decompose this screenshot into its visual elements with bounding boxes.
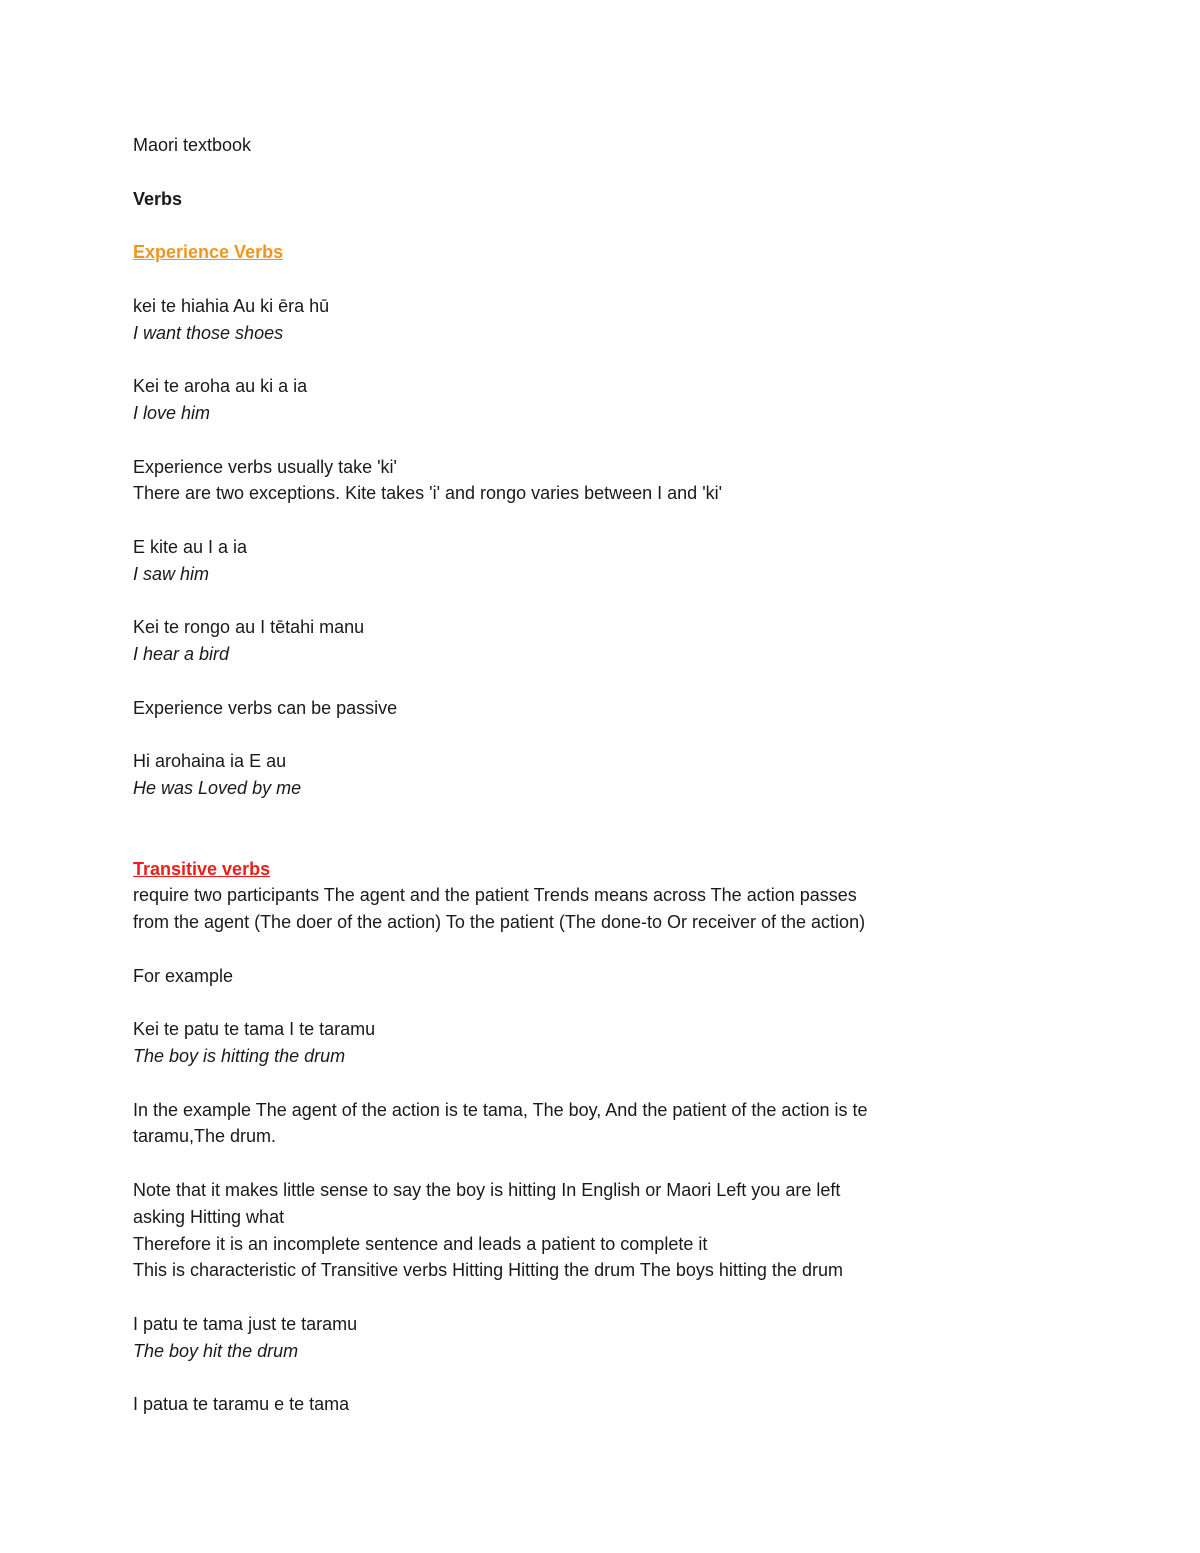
spacer (133, 802, 1033, 856)
paragraph-text: asking Hitting what (133, 1206, 285, 1227)
spacer (133, 427, 1033, 454)
example-english: The boy is hitting the drum (133, 1046, 346, 1067)
paragraph-text: In the example The agent of the action is te tama, The boy, And the patient of the action is te (133, 1099, 868, 1120)
heading-experience-verbs: Experience Verbs (133, 242, 284, 263)
note-text: Experience verbs usually take 'ki' (133, 456, 397, 477)
example-maori: I patu te tama just te taramu (133, 1314, 358, 1335)
paragraph-text: For example (133, 965, 234, 986)
example-english: I hear a bird (133, 644, 230, 665)
spacer (133, 722, 1033, 749)
spacer (133, 507, 1033, 534)
spacer (133, 1150, 1033, 1177)
example-english: I want those shoes (133, 322, 284, 343)
spacer (133, 668, 1033, 695)
note-text: There are two exceptions. Kite takes 'i' and rongo varies between I and 'ki' (133, 483, 723, 504)
spacer (133, 159, 1033, 186)
example-maori: Kei te patu te tama I te taramu (133, 1019, 376, 1040)
document-page (133, 132, 1033, 1418)
example-english: I love him (133, 402, 211, 423)
heading-transitive-verbs: Transitive verbs (133, 858, 271, 879)
spacer (133, 588, 1033, 615)
spacer (133, 1284, 1033, 1311)
paragraph-text: Therefore it is an incomplete sentence and leads a patient to complete it (133, 1233, 708, 1254)
example-maori: I patua te taramu e te tama (133, 1394, 350, 1415)
paragraph-text: taramu,The drum. (133, 1126, 277, 1147)
section-heading-verbs: Verbs (133, 188, 183, 209)
example-english: The boy hit the drum (133, 1340, 299, 1361)
spacer (133, 936, 1033, 963)
example-english: I saw him (133, 563, 210, 584)
example-maori: E kite au I a ia (133, 536, 248, 557)
paragraph-text: from the agent (The doer of the action) To the patient (The done-to Or receiver of the action) (133, 912, 866, 933)
example-english: He was Loved by me (133, 778, 302, 799)
paragraph-text: Note that it makes little sense to say the boy is hitting In English or Maori Left you are left (133, 1180, 841, 1201)
spacer (133, 212, 1033, 239)
spacer (133, 1070, 1033, 1097)
document-title: Maori textbook (133, 135, 252, 155)
spacer (133, 346, 1033, 373)
spacer (133, 266, 1033, 293)
spacer (133, 1365, 1033, 1392)
paragraph-text: require two participants The agent and the patient Trends means across The action passes (133, 885, 857, 906)
note-text: Experience verbs can be passive (133, 697, 398, 718)
spacer (133, 990, 1033, 1017)
paragraph-text: This is characteristic of Transitive verbs Hitting Hitting the drum The boys hitting the drum (133, 1260, 843, 1281)
example-maori: kei te hiahia Au ki ēra hū (133, 295, 330, 316)
example-maori: Hi arohaina ia E au (133, 751, 287, 772)
example-maori: Kei te aroha au ki a ia (133, 376, 308, 397)
example-maori: Kei te rongo au I tētahi manu (133, 617, 365, 638)
